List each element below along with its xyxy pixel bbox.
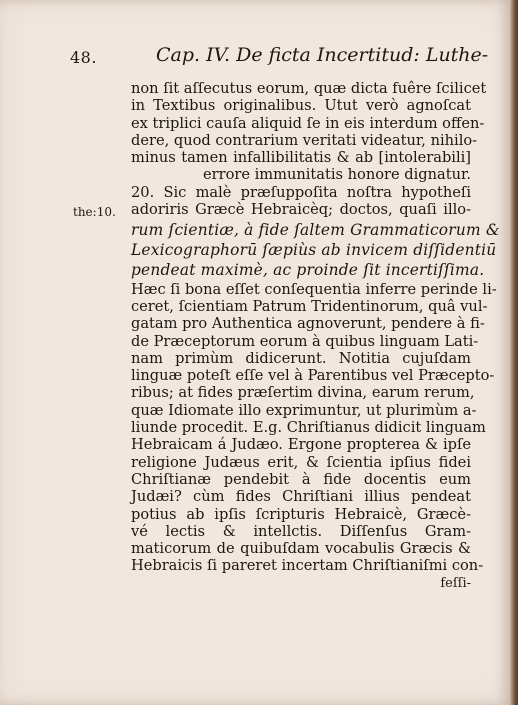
text-line: Hebraicam á Judæo. Ergone propterea & ipſe (131, 436, 471, 454)
text-line: 20. Sic malè præſuppoſita noſtra hypotheſi (131, 183, 471, 201)
book-spine (510, 0, 518, 705)
text-line: Chriſtianæ pendebit à fide docentis eum (131, 470, 471, 488)
text-line: maticorum de quibuſdam vocabulis Græcis & (131, 540, 471, 558)
margin-note: the:10. (73, 205, 116, 219)
text-line: in Textibus originalibus. Utut verò agnoſcat (131, 97, 471, 115)
text-line: vé lectis & intellctis. Diſſenſus Gram- (131, 522, 471, 540)
text-line: linguæ poteſt eſſe vel à Parentibus vel Præcepto- (131, 367, 495, 385)
text-line: Judæi? cùm fides Chriſtiani illius pendeat (131, 488, 471, 506)
text-line: Hæc ſi bona eſſet conſequentia inferre perinde li- (131, 280, 497, 298)
text-line: dere, quod contrarium veritati videatur, nihilo- (131, 131, 478, 149)
text-line: religione Judæus erit, & ſcientia ipſius fidei (131, 453, 471, 471)
text-line: errore immunitatis honore dignatur. (202, 166, 471, 184)
text-line: ex triplici cauſa aliquid ſe in eis interdum offen- (131, 114, 485, 132)
text-line: de Præceptorum eorum à quibus linguam Lati- (131, 332, 479, 350)
text-line: liunde procedit. E.g. Chriſtianus didicit linguam (131, 419, 486, 437)
text-line: non ſit aſſecutus eorum, quæ dicta fuêre ſcilicet (131, 80, 487, 97)
page-number: 48. (70, 48, 97, 67)
text-line: ceret, ſcientiam Patrum Tridentinorum, quâ vul- (131, 297, 488, 315)
text-line: feſſi- (440, 575, 471, 591)
text-line: nam primùm didicerunt. Notitia cujuſdam (131, 349, 471, 367)
text-line: gatam pro Authentica agnoverunt, pendere à fi- (131, 315, 485, 333)
body-text (131, 80, 500, 592)
text-line: adoriris Græcè Hebraicèq; doctos, quaſi illo- (131, 201, 471, 219)
text-line: ribus; at fides præſertim divina, earum rerum, (131, 384, 475, 402)
text-line: quæ Idiomate illo exprimuntur, ut plurimùm a- (131, 401, 477, 419)
running-head: Cap. IV. De ficta Incertitud: Luthe- (156, 44, 489, 66)
text-line: Lexicographorū ſæpiùs ab invicem diſſidentiū (131, 241, 497, 260)
text-line: rum ſcientiæ, à fide ſaltem Grammaticorum & (131, 221, 500, 240)
text-line: Hebraicis ſi pareret incertam Chriſtianiſmi con- (131, 557, 484, 575)
text-line: minus tamen infallibilitatis & ab [intolerabili] (131, 149, 471, 167)
text-line: pendeat maximè, ac proinde ſit incertiſſima. (131, 261, 485, 280)
text-line: potius ab ipſis ſcripturis Hebraicè, Græcè- (131, 505, 471, 523)
